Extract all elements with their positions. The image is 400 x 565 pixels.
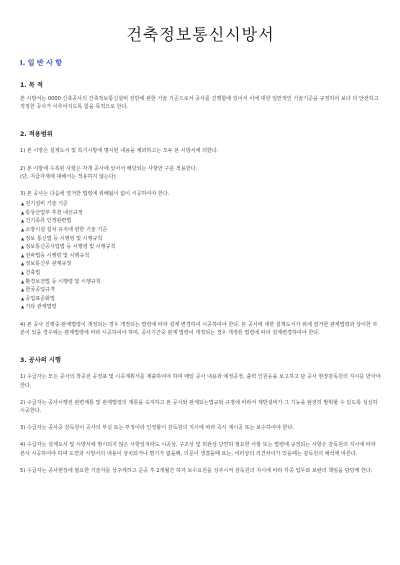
list-item: ▲ 기타 관계법령 (21, 303, 381, 312)
list-item: ▲ 환경보전법 등 시행령 및 시행규칙 (21, 278, 381, 287)
list-item: ▲ 정보통신부 관계규정 (21, 260, 381, 269)
subheading-construction: 3. 공사의 시행 (20, 357, 61, 365)
scope-paragraph-2-note: (단, 지급자재에 대해서는 적용하지 않는다) (20, 173, 116, 180)
section-heading-general: I. 일 반 사 항 (20, 59, 63, 67)
list-item: ▲ 공업표준화법 (21, 295, 381, 304)
scope-paragraph-1: 1) 본 시방은 설계도서 및 특기시방에 명시된 내용을 제외하고는 모두 본 시방서에 의한다. (20, 148, 219, 155)
list-item: ▲ 건축법 (21, 269, 381, 278)
list-item: ▲ 통상산업부 추천 내선규정 (21, 209, 381, 218)
subheading-purpose: 1. 목 적 (20, 82, 43, 89)
purpose-text: 본 시방서는 0000 신축공사의 건축정보통신설비 전반에 관한 기술 기준으로서 공사를 진행함에 있어서 이에 대한 일반적인 기술기준을 규정하여 보다 더 안전하고 적정한 공사가 이루어지도록 함을 목적으로 한다. (20, 96, 379, 111)
construction-paragraph-4: 4) 수급자는 설계도서 및 시방서에 명시되지 않은 사항일지라도 시공상, 구조상 및 외관상 당연히 필요한 사항 또는 법령에 규정되는 사항은 감독원의 지시에 따라 본사 시공하여야 하며 도면과 시방서의 내용이 상치되거나 명기가 없을때, 의문이 생겼을때 또는, 여러상의 의견차이가 있을때는 감독원의 해석에 따른다. (20, 442, 376, 457)
scope-paragraph-4: 4) 본 공사 진행중 관계법령이 개정되는 경우 개정되는 법령에 따라 설계 변경하여 시공하여야 한다. 본 공사에 대한 설계도서가 위에 열거한 관계법령과 상이한 부분이 있을 경우에는 관계법령에 따라 시공하여야 하며, 공사기간중 관계 법령이 개정되는 경우 개정된 법령에 따라 설계변경하여야 한다. (20, 321, 378, 337)
list-item: ▲ 건기종류 인정관련법 (21, 217, 381, 226)
law-list (20, 200, 381, 312)
list-item: ▲ 전기설비 기술 기준 (21, 200, 381, 209)
scope-paragraph-3: 3) 본 공사는 다음에 열거한 법령에 위배됨이 없이 시공하여야 한다. (20, 191, 170, 198)
list-item: ▲ 한국공업규격 (21, 286, 381, 295)
subheading-scope: 2. 적용범위 (20, 131, 53, 139)
list-item: ▲ 정보 통신법 등 시행령 및 시행규칙 (21, 235, 381, 244)
document-title: 건축정보통신시방서 (126, 25, 275, 44)
construction-paragraph-1: 1) 수급자는 모든 공사의 착공전 공정표 및 시공계획서를 제출하여야 하며 매일 공사 내용과 예정공정, 출력 인원등을 보고하고 담 공사 현장감독원의 지시를 받아야 한다. (20, 374, 381, 389)
construction-paragraph-5: 5) 수급자는 공사현장에 필요한 기술자를 상주케하고 준공 후 2개월간 하자 보수요원을 상주시켜 감독원의 지시에 따라 각종 업무와 보완의 책임을 담당케 한다. (20, 467, 373, 474)
construction-paragraph-2: 2) 수급자는 공사시행전 관련계통 및 관계법령의 계통을 숙지하고 본 공사와 관계되는법규와 규정에 따라서 제반설비가 그 기능을 완전히 발휘할 수 있도록 성실히 시공한다. (20, 399, 378, 414)
list-item: ▲ 소방시설 설치 유지에 관한 기술 기준 (21, 226, 381, 235)
scope-paragraph-2: 2) 본 시방에 수록된 사항은 각개 공사에 있어서 해당되는 사항만 구분 적용한다. (20, 165, 198, 172)
construction-paragraph-3: 3) 수급자는 공사중 감독원이 공사의 부실 또는 부정이라 인정할시 감독원의 지시에 따라 즉시 재시공 또는 보수하여야 한다. (20, 425, 294, 432)
list-item: ▲ 전파법등 시행령 및 시행규칙 (21, 252, 381, 261)
list-item: ▲ 정보통신공사업법 등 시행령 및 시행규칙 (21, 243, 381, 252)
